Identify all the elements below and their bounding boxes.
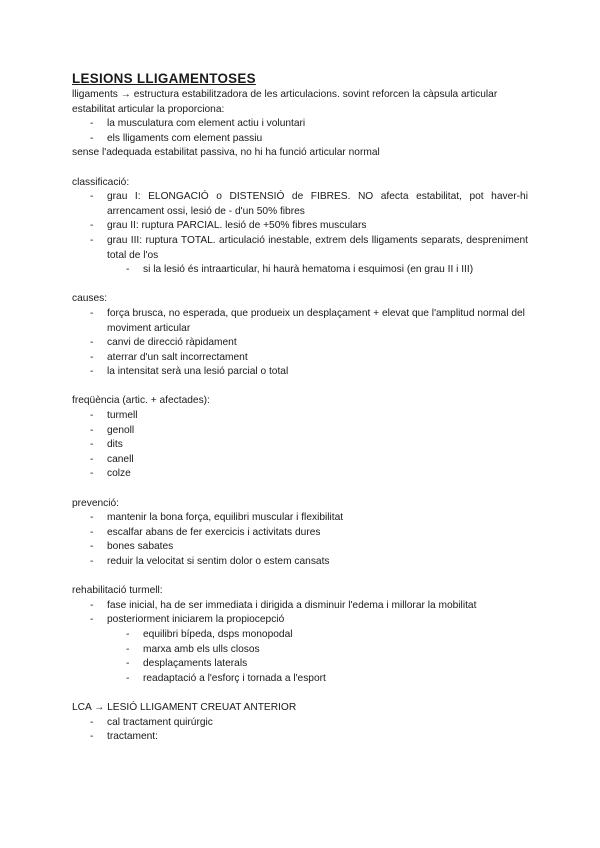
list-item: - reduir la velocitat si sentim dolor o estem cansats	[72, 555, 528, 570]
bullet-dash: -	[90, 191, 94, 203]
stability-line: estabilitat articular la proporciona:	[72, 103, 225, 115]
causes-list	[72, 307, 528, 380]
frequency-list	[72, 409, 528, 482]
list-item: - aterrar d'un salt incorrectament	[72, 351, 528, 366]
document-title: LESIONS LLIGAMENTOSES	[72, 71, 256, 86]
bullet-dash: -	[90, 410, 94, 422]
list-item: - desplaçaments laterals	[72, 657, 528, 672]
rehab-sublist	[72, 628, 528, 686]
bullet-dash: -	[90, 468, 94, 480]
stability-list	[72, 117, 528, 146]
list-item: - grau II: ruptura PARCIAL. lesió de +50% fibres musculars	[72, 219, 528, 234]
list-item: - dits	[72, 438, 528, 453]
bullet-dash: -	[90, 132, 94, 144]
bullet-dash: -	[90, 614, 94, 626]
bullet-dash: -	[90, 366, 94, 378]
bullet-dash: -	[90, 118, 94, 130]
section-heading-rehab: rehabilitació turmell:	[72, 585, 163, 597]
list-item: - la musculatura com element actiu i voluntari	[72, 117, 528, 132]
section-heading-frequency: freqüència (artic. + afectades):	[72, 395, 210, 407]
bullet-dash: -	[90, 599, 94, 611]
list-item: - si la lesió és intraarticular, hi haurà hematoma i esquimosi (en grau II i III)	[72, 263, 528, 278]
list-item: - posteriorment iniciarem la propiocepció	[72, 613, 528, 628]
list-item: - grau I: ELONGACIÓ o DISTENSIÓ de FIBRES. NO afecta estabilitat, pot haver-hi arrencament ossi, lesió de - d'un 50% fibres	[90, 191, 528, 217]
list-item: - mantenir la bona força, equilibri muscular i flexibilitat	[72, 511, 528, 526]
section-heading-lca: LCA → LESIÓ LLIGAMENT CREUAT ANTERIOR	[72, 701, 297, 713]
document-page	[72, 70, 528, 745]
passive-note: sense l'adequada estabilitat passiva, no hi ha funció articular normal	[72, 147, 380, 159]
list-item: - marxa amb els ulls closos	[72, 643, 528, 658]
list-item: - canell	[72, 453, 528, 468]
bullet-dash: -	[90, 337, 94, 349]
list-item: - turmell	[72, 409, 528, 424]
rehab-list	[72, 599, 528, 628]
list-item: - la intensitat serà una lesió parcial o total	[72, 365, 528, 380]
ligament-definition: lligaments → estructura estabilitzadora de les articulacions. sovint reforcen la càpsula articular	[72, 89, 498, 100]
bullet-dash: -	[126, 672, 130, 684]
list-item: - canvi de direcció ràpidament	[72, 336, 528, 351]
bullet-dash: -	[126, 643, 130, 655]
list-item: - escalfar abans de fer exercicis i activitats dures	[72, 526, 528, 541]
classification-sublist	[72, 263, 528, 278]
bullet-dash: -	[90, 731, 94, 743]
bullet-dash: -	[90, 512, 94, 524]
bullet-dash: -	[90, 526, 94, 538]
bullet-dash: -	[90, 220, 94, 232]
bullet-dash: -	[90, 439, 94, 451]
list-item: - genoll	[72, 424, 528, 439]
list-item: - cal tractament quirúrgic	[72, 716, 528, 731]
list-item: - força brusca, no esperada, que produeix un desplaçament + elevat que l'amplitud normal del moviment articular	[90, 307, 525, 334]
section-heading-causes: causes:	[72, 293, 108, 305]
list-item: - els lligaments com element passiu	[72, 132, 528, 147]
bullet-dash: -	[126, 628, 130, 640]
section-heading-prevention: prevenció:	[72, 497, 120, 509]
list-item: - grau III: ruptura TOTAL. articulació inestable, extrem dels lligaments separats, despreniment total de l'os	[90, 234, 528, 261]
list-item: - colze	[72, 467, 528, 482]
list-item: - equilibri bípeda, dsps monopodal	[72, 628, 528, 643]
bullet-dash: -	[90, 234, 94, 246]
bullet-dash: -	[126, 658, 130, 670]
bullet-dash: -	[90, 351, 94, 363]
bullet-dash: -	[90, 716, 94, 728]
list-item: - fase inicial, ha de ser immediata i dirigida a disminuir l'edema i millorar la mobilitat	[72, 599, 528, 614]
bullet-dash: -	[90, 556, 94, 567]
bullet-dash: -	[90, 307, 94, 319]
bullet-dash: -	[90, 453, 94, 465]
bullet-dash: -	[126, 264, 130, 276]
list-item: - bones sabates	[72, 540, 528, 555]
bullet-dash: -	[90, 541, 94, 553]
section-heading-classification: classificació:	[72, 176, 130, 188]
lca-list	[72, 716, 528, 745]
classification-list	[72, 190, 528, 263]
prevention-list	[72, 511, 528, 569]
list-item: - readaptació a l'esforç i tornada a l'esport	[72, 672, 528, 687]
bullet-dash: -	[90, 424, 94, 436]
list-item: - tractament:	[72, 730, 528, 745]
